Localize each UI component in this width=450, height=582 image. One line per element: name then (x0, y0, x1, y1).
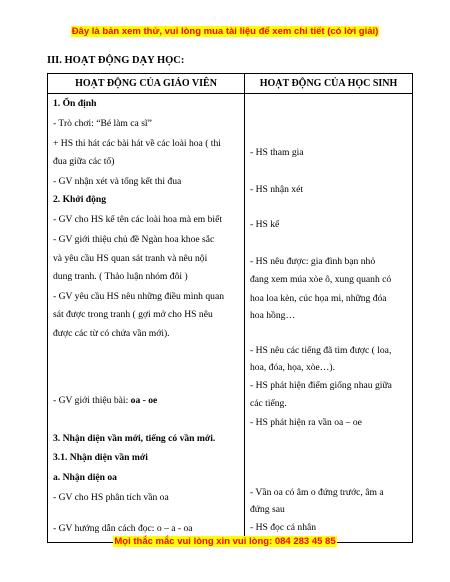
table-row (48, 94, 413, 543)
student-line: hoa loa kèn, cúc họa mi, những đóa (250, 293, 387, 304)
student-line: - HS phát hiện ra vần oa – oe (250, 417, 362, 428)
preview-banner-text: Đây là bản xem thử, vui lòng mua tài liệu để xem chi tiết (có lời giải) (71, 26, 379, 37)
student-line: - HS nêu các tiếng đã tìm được ( loa, (250, 345, 392, 356)
student-line: - HS đọc cá nhân (250, 522, 317, 533)
teacher-line: 3. Nhận diện vần mới, tiếng có vần mới. (53, 433, 216, 444)
teacher-line: - Trò chơi: “Bé làm ca sĩ” (53, 118, 152, 129)
teacher-line: dung tranh. ( Thảo luận nhóm đôi ) (53, 271, 188, 282)
teacher-line: - GV yêu cầu HS nêu những điều mình quan (53, 291, 225, 302)
teacher-line: đua giữa các tổ) (53, 156, 115, 167)
teacher-line: sát được trong tranh ( gợi mở cho HS nêu (53, 309, 213, 320)
teacher-line: - GV nhận xét và tổng kết thi đua (53, 176, 182, 187)
table-header-row (48, 74, 413, 94)
student-line: - HS phát hiện điểm giống nhau giữa (250, 380, 392, 391)
student-line: các tiếng. (250, 398, 287, 409)
teacher-line: - GV giới thiệu chủ đề Ngàn hoa khoe sắc (53, 234, 215, 245)
student-line: đứng sau (250, 504, 285, 515)
activity-table (47, 73, 413, 543)
teacher-line: được các từ có chứa vần mới). (53, 328, 170, 339)
teacher-activities-cell (48, 94, 245, 543)
teacher-line: 2. Khởi động (53, 194, 107, 205)
student-column-header: HOẠT ĐỘNG CỦA HỌC SINH (245, 74, 413, 94)
student-line: đang xem múa xòe ô, xung quanh có (250, 274, 392, 285)
teacher-line: 1. Ổn định (53, 98, 97, 109)
teacher-line: 3.1. Nhận diện vần mới (53, 452, 148, 463)
teacher-line: và yêu cầu HS quan sát tranh và nêu nội (53, 253, 208, 264)
teacher-line (53, 395, 240, 407)
student-line: - HS tham gia (250, 147, 304, 158)
intro-label: - GV giới thiệu bài: (53, 395, 131, 406)
teacher-line: a. Nhận diện oa (53, 472, 117, 483)
student-line: - HS nhận xét (250, 184, 304, 195)
teacher-column-header: HOẠT ĐỘNG CỦA GIÁO VIÊN (48, 74, 245, 94)
student-line: - HS kể (250, 219, 280, 230)
student-line: - Vần oa có âm o đứng trước, âm a (250, 487, 384, 498)
teacher-line: - GV cho HS phân tích vần oa (53, 492, 169, 503)
teacher-line: + HS thi hát các bài hát về các loài hoa ( thi (53, 138, 221, 149)
student-line: - HS nêu được: gia đình bạn nhỏ (250, 256, 376, 267)
section-title: III. HOẠT ĐỘNG DẠY HỌC: (47, 55, 185, 66)
teacher-line: - GV cho HS kể tên các loài hoa mà em biết (53, 214, 222, 225)
contact-banner (0, 536, 450, 547)
student-activities-cell (245, 94, 413, 543)
student-line: hoa hồng… (250, 310, 296, 321)
contact-banner-text: Mọi thắc mắc vui lòng xin vui lòng: 084 283 45 85 (114, 536, 336, 547)
teacher-line: - GV hướng dẫn cách đọc: o – a - oa (53, 523, 193, 534)
student-line: hoa, đóa, họa, xòe…). (250, 362, 335, 373)
rhyme-title: oa - oe (130, 395, 158, 406)
preview-banner (0, 26, 450, 37)
